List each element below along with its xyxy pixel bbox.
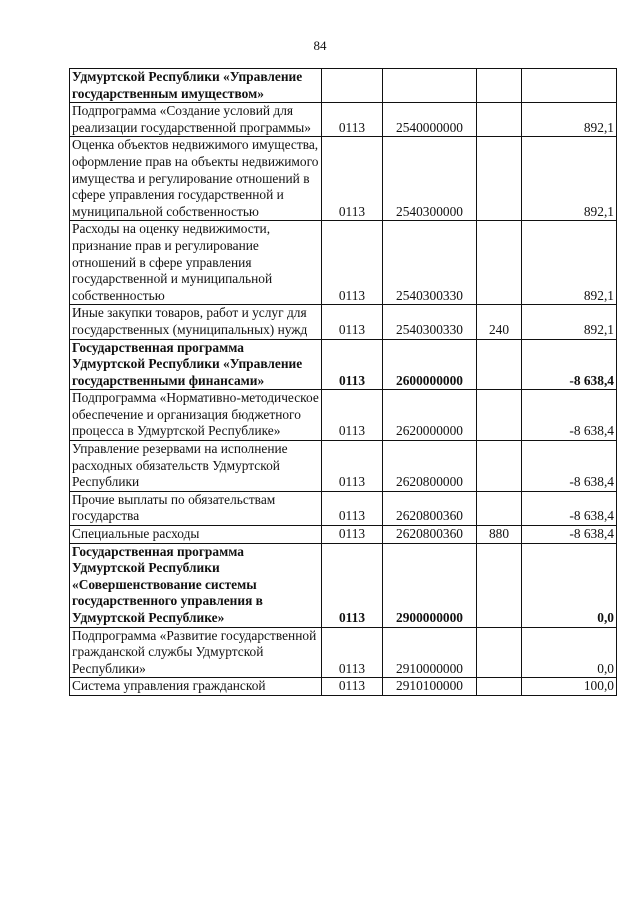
row-name: Подпрограмма «Развитие государственной гражданской службы Удмуртской Республики» bbox=[70, 627, 322, 678]
row-section-code: 0113 bbox=[322, 137, 383, 221]
row-target-code: 2620800360 bbox=[383, 526, 477, 544]
row-sum: -8 638,4 bbox=[522, 441, 617, 492]
row-expense-type: 240 bbox=[477, 305, 522, 339]
table-row bbox=[70, 390, 617, 441]
row-target-code: 2620800360 bbox=[383, 491, 477, 525]
row-sum: 892,1 bbox=[522, 137, 617, 221]
row-name: Удмуртской Республики «Управление государственным имуществом» bbox=[70, 69, 322, 103]
row-target-code: 2620800000 bbox=[383, 441, 477, 492]
table-row bbox=[70, 305, 617, 339]
table-row bbox=[70, 69, 617, 103]
row-section-code: 0113 bbox=[322, 305, 383, 339]
table-row bbox=[70, 441, 617, 492]
budget-table bbox=[69, 68, 617, 696]
row-sum: 892,1 bbox=[522, 221, 617, 305]
row-section-code: 0113 bbox=[322, 441, 383, 492]
row-name: Система управления гражданской bbox=[70, 678, 322, 696]
row-expense-type bbox=[477, 221, 522, 305]
row-section-code: 0113 bbox=[322, 526, 383, 544]
row-section-code: 0113 bbox=[322, 390, 383, 441]
row-expense-type bbox=[477, 69, 522, 103]
row-target-code: 2540000000 bbox=[383, 103, 477, 137]
row-name: Подпрограмма «Создание условий для реализации государственной программы» bbox=[70, 103, 322, 137]
row-sum: 892,1 bbox=[522, 103, 617, 137]
table-row bbox=[70, 339, 617, 390]
row-name: Специальные расходы bbox=[70, 526, 322, 544]
table-row bbox=[70, 627, 617, 678]
row-expense-type bbox=[477, 441, 522, 492]
row-expense-type bbox=[477, 390, 522, 441]
row-section-code: 0113 bbox=[322, 627, 383, 678]
row-section-code: 0113 bbox=[322, 339, 383, 390]
row-name: Оценка объектов недвижимого имущества, оформление прав на объекты недвижимого имущества и регулирование отношений в сфере управления государственной и муниципальной собственностью bbox=[70, 137, 322, 221]
row-section-code: 0113 bbox=[322, 103, 383, 137]
row-expense-type bbox=[477, 678, 522, 696]
row-target-code: 2540300000 bbox=[383, 137, 477, 221]
row-sum: -8 638,4 bbox=[522, 390, 617, 441]
row-expense-type bbox=[477, 491, 522, 525]
row-section-code: 0113 bbox=[322, 678, 383, 696]
row-expense-type bbox=[477, 137, 522, 221]
row-expense-type bbox=[477, 103, 522, 137]
row-target-code: 2540300330 bbox=[383, 305, 477, 339]
row-section-code: 0113 bbox=[322, 221, 383, 305]
table-row bbox=[70, 103, 617, 137]
row-name: Иные закупки товаров, работ и услуг для государственных (муниципальных) нужд bbox=[70, 305, 322, 339]
row-target-code bbox=[383, 69, 477, 103]
table-row bbox=[70, 491, 617, 525]
row-name: Подпрограмма «Нормативно-методическое обеспечение и организация бюджетного процесса в Удмуртской Республике» bbox=[70, 390, 322, 441]
row-target-code: 2620000000 bbox=[383, 390, 477, 441]
table-row bbox=[70, 543, 617, 627]
row-target-code: 2600000000 bbox=[383, 339, 477, 390]
row-sum: -8 638,4 bbox=[522, 491, 617, 525]
row-sum: 0,0 bbox=[522, 543, 617, 627]
row-expense-type: 880 bbox=[477, 526, 522, 544]
table-row bbox=[70, 137, 617, 221]
row-section-code bbox=[322, 69, 383, 103]
row-expense-type bbox=[477, 627, 522, 678]
table-row bbox=[70, 526, 617, 544]
row-target-code: 2900000000 bbox=[383, 543, 477, 627]
row-name: Расходы на оценку недвижимости, признание прав и регулирование отношений в сфере управления государственной и муниципальной собственностью bbox=[70, 221, 322, 305]
row-sum: -8 638,4 bbox=[522, 339, 617, 390]
row-sum: 100,0 bbox=[522, 678, 617, 696]
row-section-code: 0113 bbox=[322, 543, 383, 627]
row-sum: 892,1 bbox=[522, 305, 617, 339]
row-target-code: 2910100000 bbox=[383, 678, 477, 696]
table-row bbox=[70, 221, 617, 305]
row-name: Управление резервами на исполнение расходных обязательств Удмуртской Республики bbox=[70, 441, 322, 492]
row-expense-type bbox=[477, 339, 522, 390]
row-expense-type bbox=[477, 543, 522, 627]
table-row bbox=[70, 678, 617, 696]
row-name: Государственная программа Удмуртской Республики «Совершенствование системы государственного управления в Удмуртской Республике» bbox=[70, 543, 322, 627]
row-section-code: 0113 bbox=[322, 491, 383, 525]
row-target-code: 2910000000 bbox=[383, 627, 477, 678]
row-sum: 0,0 bbox=[522, 627, 617, 678]
row-sum bbox=[522, 69, 617, 103]
row-target-code: 2540300330 bbox=[383, 221, 477, 305]
row-name: Государственная программа Удмуртской Республики «Управление государственными финансами» bbox=[70, 339, 322, 390]
page-number: 84 bbox=[313, 38, 327, 53]
row-name: Прочие выплаты по обязательствам государства bbox=[70, 491, 322, 525]
row-sum: -8 638,4 bbox=[522, 526, 617, 544]
